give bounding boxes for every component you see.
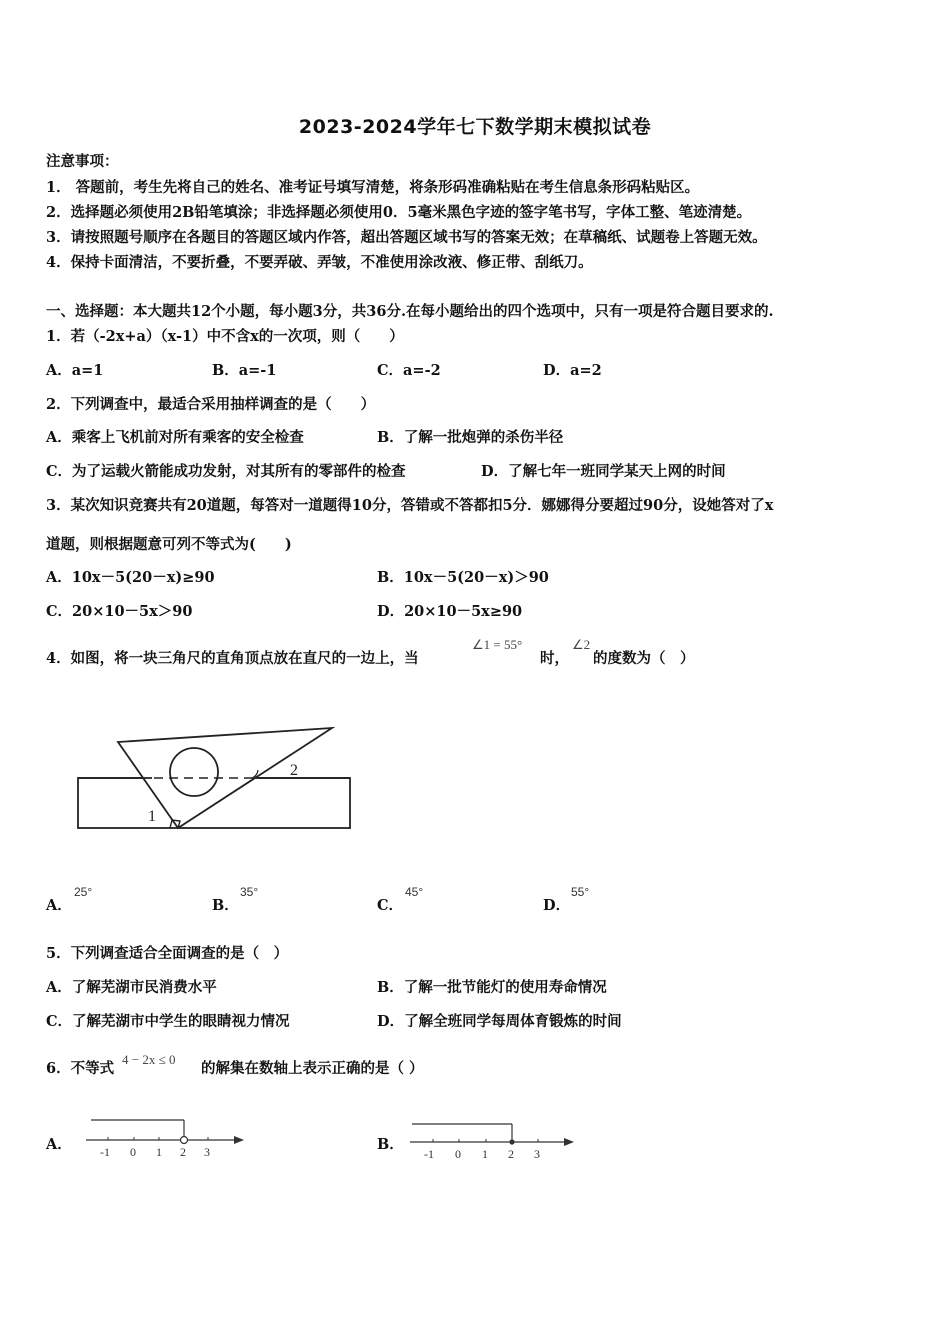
notice-item: 4．保持卡面清洁，不要折叠，不要弄破、弄皱，不准使用涂改液、修正带、刮纸刀。 <box>46 254 593 271</box>
question-3-stem-line-1: 3．某次知识竞赛共有20道题，每答对一道题得10分，答错或不答都扣5分．娜娜得分要超过90分，设她答对了x <box>46 497 774 514</box>
question-3-option-c: C．20×10－5x＞90 <box>46 603 193 620</box>
question-3-option-d: D．20×10－5x≥90 <box>377 603 523 620</box>
question-4-stem-when: 时， <box>540 650 569 667</box>
question-4-option-c-value: 45° <box>405 885 424 899</box>
notice-item: 1． 答题前，考生先将自己的姓名、准考证号填写清楚，将条形码准确粘贴在考生信息条形码粘贴区。 <box>46 179 700 196</box>
question-3-option-b: B．10x－5(20－x)＞90 <box>377 569 549 586</box>
question-4-option-a-letter: A． <box>46 897 72 914</box>
question-4-option-a-value: 25° <box>74 885 93 899</box>
question-5-option-a: A．了解芜湖市民消费水平 <box>46 979 217 996</box>
question-4-option-d-value: 55° <box>571 885 590 899</box>
question-3-stem-line-2: 道题，则根据题意可列不等式为( ) <box>46 536 292 553</box>
number-line-a <box>84 1112 254 1162</box>
question-2-option-b: B．了解一批炮弹的杀伤半径 <box>377 429 564 446</box>
question-1-option-a: A．a=1 <box>46 362 104 379</box>
section-heading: 一、选择题：本大题共12个小题，每小题3分，共36分.在每小题给出的四个选项中，只有一项是符合题目要求的. <box>46 303 774 320</box>
notice-heading: 注意事项： <box>46 153 119 170</box>
question-3-option-a: A．10x－5(20－x)≥90 <box>46 569 215 586</box>
tick-label: 3 <box>204 1145 210 1159</box>
question-1-option-d: D．a=2 <box>543 362 602 379</box>
tick-label: 3 <box>534 1147 540 1161</box>
question-5-option-d: D．了解全班同学每周体育锻炼的时间 <box>377 1013 622 1030</box>
question-4-option-b-letter: B． <box>212 897 239 914</box>
question-4-option-b-value: 35° <box>240 885 259 899</box>
notice-item: 3．请按照题号顺序在各题目的答题区域内作答，超出答题区域书写的答案无效；在草稿纸、试题卷上答题无效。 <box>46 229 767 246</box>
question-6-formula: 4 − 2x ≤ 0 <box>122 1052 176 1067</box>
open-point <box>181 1137 188 1144</box>
tick-label: 2 <box>508 1147 514 1161</box>
question-6-option-b-letter: B． <box>377 1136 404 1153</box>
tick-label: 0 <box>130 1145 136 1159</box>
question-2-stem: 2．下列调查中，最适合采用抽样调查的是（ ） <box>46 396 376 413</box>
question-6-stem-tail: 的解集在数轴上表示正确的是（ ） <box>201 1060 424 1077</box>
question-5-option-c: C．了解芜湖市中学生的眼睛视力情况 <box>46 1013 290 1030</box>
question-2-option-d: D．了解七年一班同学某天上网的时间 <box>481 463 726 480</box>
page-title: 2023-2024学年七下数学期末模拟试卷 <box>298 116 652 138</box>
number-line-b <box>408 1112 583 1162</box>
closed-point <box>509 1139 514 1144</box>
question-2-option-c: C．为了运载火箭能成功发射，对其所有的零部件的检查 <box>46 463 406 480</box>
question-4-stem: 4．如图，将一块三角尺的直角顶点放在直尺的一边上，当 <box>46 650 419 667</box>
question-1-option-c: C．a=-2 <box>377 362 441 379</box>
tick-label: -1 <box>424 1147 434 1161</box>
question-5-option-b: B．了解一批节能灯的使用寿命情况 <box>377 979 607 996</box>
angle-label-2: 2 <box>290 762 298 779</box>
question-2-option-a: A．乘客上飞机前对所有乘客的安全检查 <box>46 429 304 446</box>
question-6-stem: 6．不等式 <box>46 1060 115 1077</box>
question-4-stem-tail: 的度数为（ ） <box>593 650 695 667</box>
notice-item: 2．选择题必须使用2B铅笔填涂；非选择题必须使用0．5毫米黑色字迹的签字笔书写，字体工整、笔迹清楚。 <box>46 204 752 221</box>
question-6-option-a-letter: A． <box>46 1136 72 1153</box>
ruler-triangle-figure <box>70 720 370 840</box>
question-4-formula-angle-2: ∠2 <box>572 637 591 652</box>
tick-label: -1 <box>100 1145 110 1159</box>
question-1-stem: 1．若（-2x+a）（x-1）中不含x的一次项，则（ ） <box>46 328 404 345</box>
tick-label: 0 <box>455 1147 461 1161</box>
question-5-stem: 5．下列调查适合全面调查的是（ ） <box>46 945 289 962</box>
angle-label-1: 1 <box>148 808 156 825</box>
question-4-option-c-letter: C． <box>377 897 404 914</box>
tick-label: 1 <box>156 1145 162 1159</box>
question-4-option-d-letter: D． <box>543 897 571 914</box>
question-1-option-b: B．a=-1 <box>212 362 277 379</box>
tick-label: 2 <box>180 1145 186 1159</box>
tick-label: 1 <box>482 1147 488 1161</box>
question-4-formula-angle-1: ∠1 = 55° <box>472 637 523 652</box>
